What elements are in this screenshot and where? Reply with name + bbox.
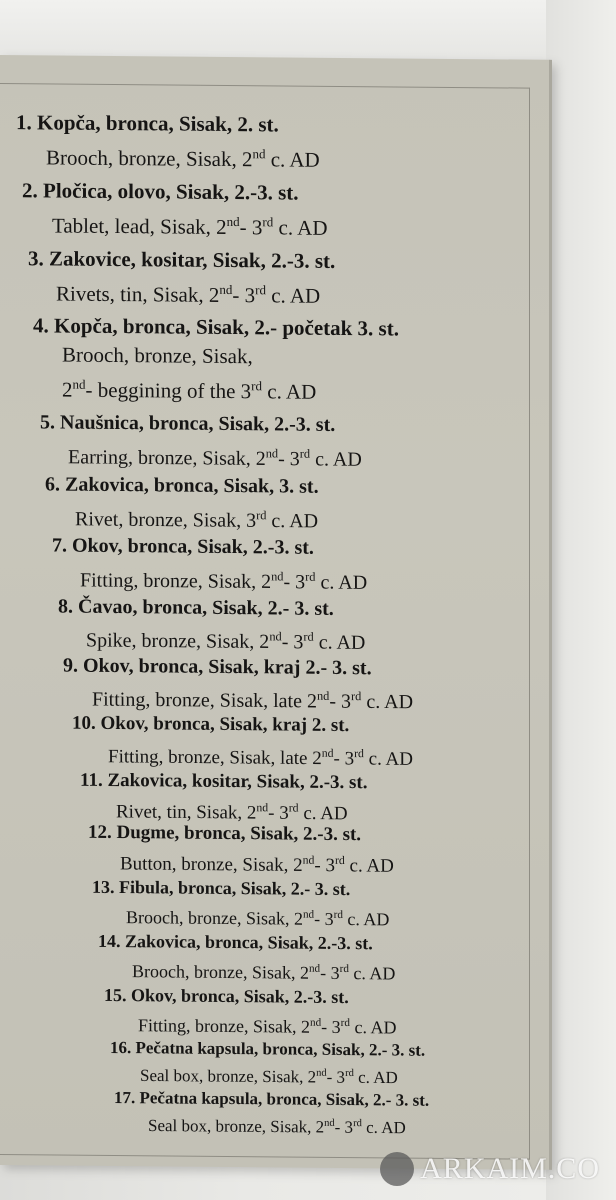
item-description-english: Earring, bronze, Sisak, 2nd- 3rd c. AD [68, 446, 362, 471]
item-title-croatian: 12. Dugme, bronca, Sisak, 2.-3. st. [88, 821, 362, 846]
item-description-english: Brooch, bronze, Sisak, 2nd c. AD [46, 145, 320, 172]
item-description-english: Button, bronze, Sisak, 2nd- 3rd c. AD [120, 853, 394, 877]
item-title-croatian: 17. Pečatna kapsula, bronca, Sisak, 2.- 3. st. [114, 1087, 430, 1110]
item-title-croatian: 10. Okov, bronca, Sisak, kraj 2. st. [72, 712, 350, 737]
item-title-croatian: 4. Kopča, bronca, Sisak, 2.- početak 3. st. [33, 313, 399, 341]
item-description-english: Seal box, bronze, Sisak, 2nd- 3rd c. AD [148, 1115, 406, 1138]
list-item [0, 107, 320, 175]
item-description-english: Spike, bronze, Sisak, 2nd- 3rd c. AD [86, 629, 366, 654]
item-description-english: Fitting, bronze, Sisak, late 2nd- 3rd c. AD [92, 688, 414, 714]
item-title-croatian: 3. Zakovice, kositar, Sisak, 2.-3. st. [28, 246, 336, 273]
watermark-text: ARKAIM.CO [420, 1152, 600, 1185]
list-item [0, 592, 365, 657]
item-title-croatian: 13. Fibula, bronca, Sisak, 2.- 3. st. [92, 876, 351, 900]
item-description-english: Seal box, bronze, Sisak, 2nd- 3rd c. AD [140, 1065, 398, 1088]
list-item [0, 175, 328, 243]
list-item [0, 819, 394, 880]
list-item [0, 243, 335, 311]
wall-edge [546, 0, 616, 1200]
list-item [0, 709, 413, 774]
list-item [0, 1085, 429, 1140]
list-item [0, 311, 399, 407]
watermark [380, 1152, 600, 1186]
item-description-english: Rivet, tin, Sisak, 2nd- 3rd c. AD [116, 801, 348, 825]
item-title-croatian: 11. Zakovica, kositar, Sisak, 2.-3. st. [80, 769, 368, 794]
list-item [0, 470, 319, 536]
item-title-croatian: 7. Okov, bronca, Sisak, 2.-3. st. [52, 534, 314, 559]
watermark-logo-icon [380, 1152, 414, 1186]
list-item [0, 408, 362, 475]
item-description-english: Tablet, lead, Sisak, 2nd- 3rd c. AD [52, 213, 328, 240]
item-description-english: Fitting, bronze, Sisak, 2nd- 3rd c. AD [138, 1015, 397, 1038]
item-title-croatian: 14. Zakovica, bronca, Sisak, 2.-3. st. [98, 930, 373, 954]
item-title-croatian: 9. Okov, bronca, Sisak, kraj 2.- 3. st. [63, 654, 372, 680]
list-item [0, 981, 396, 1040]
list-item [0, 651, 413, 716]
item-description-english: Rivet, bronze, Sisak, 3rd c. AD [75, 508, 319, 533]
item-title-croatian: 2. Pločica, olovo, Sisak, 2.-3. st. [22, 178, 299, 205]
item-description-english: Rivets, tin, Sisak, 2nd- 3rd c. AD [56, 281, 321, 308]
list-item [0, 873, 389, 932]
item-description-english: Brooch, bronze, Sisak, 2nd- 3rd c. AD [132, 961, 396, 984]
item-title-croatian: 16. Pečatna kapsula, bronca, Sisak, 2.- 3. st. [110, 1037, 426, 1060]
list-item [0, 531, 367, 598]
label-panel [0, 55, 552, 1170]
item-description-english: Brooch, bronze, Sisak, 2nd- 3rd c. AD [126, 907, 390, 930]
item-title-croatian: 8. Čavao, bronca, Sisak, 2.- 3. st. [58, 595, 334, 620]
item-description-english: Brooch, bronze, Sisak, [62, 342, 253, 369]
item-description-english: 2nd- beggining of the 3rd c. AD [62, 376, 317, 404]
item-title-croatian: 5. Naušnica, bronca, Sisak, 2.-3. st. [40, 411, 336, 436]
item-title-croatian: 15. Okov, bronca, Sisak, 2.-3. st. [104, 984, 349, 1008]
list-item [0, 1035, 425, 1090]
item-title-croatian: 1. Kopča, bronca, Sisak, 2. st. [16, 110, 279, 137]
item-description-english: Fitting, bronze, Sisak, late 2nd- 3rd c. AD [108, 746, 413, 770]
list-item [0, 927, 395, 986]
list-item [0, 767, 368, 828]
item-description-english: Fitting, bronze, Sisak, 2nd- 3rd c. AD [80, 569, 368, 594]
item-title-croatian: 6. Zakovica, bronca, Sisak, 3. st. [45, 473, 319, 498]
